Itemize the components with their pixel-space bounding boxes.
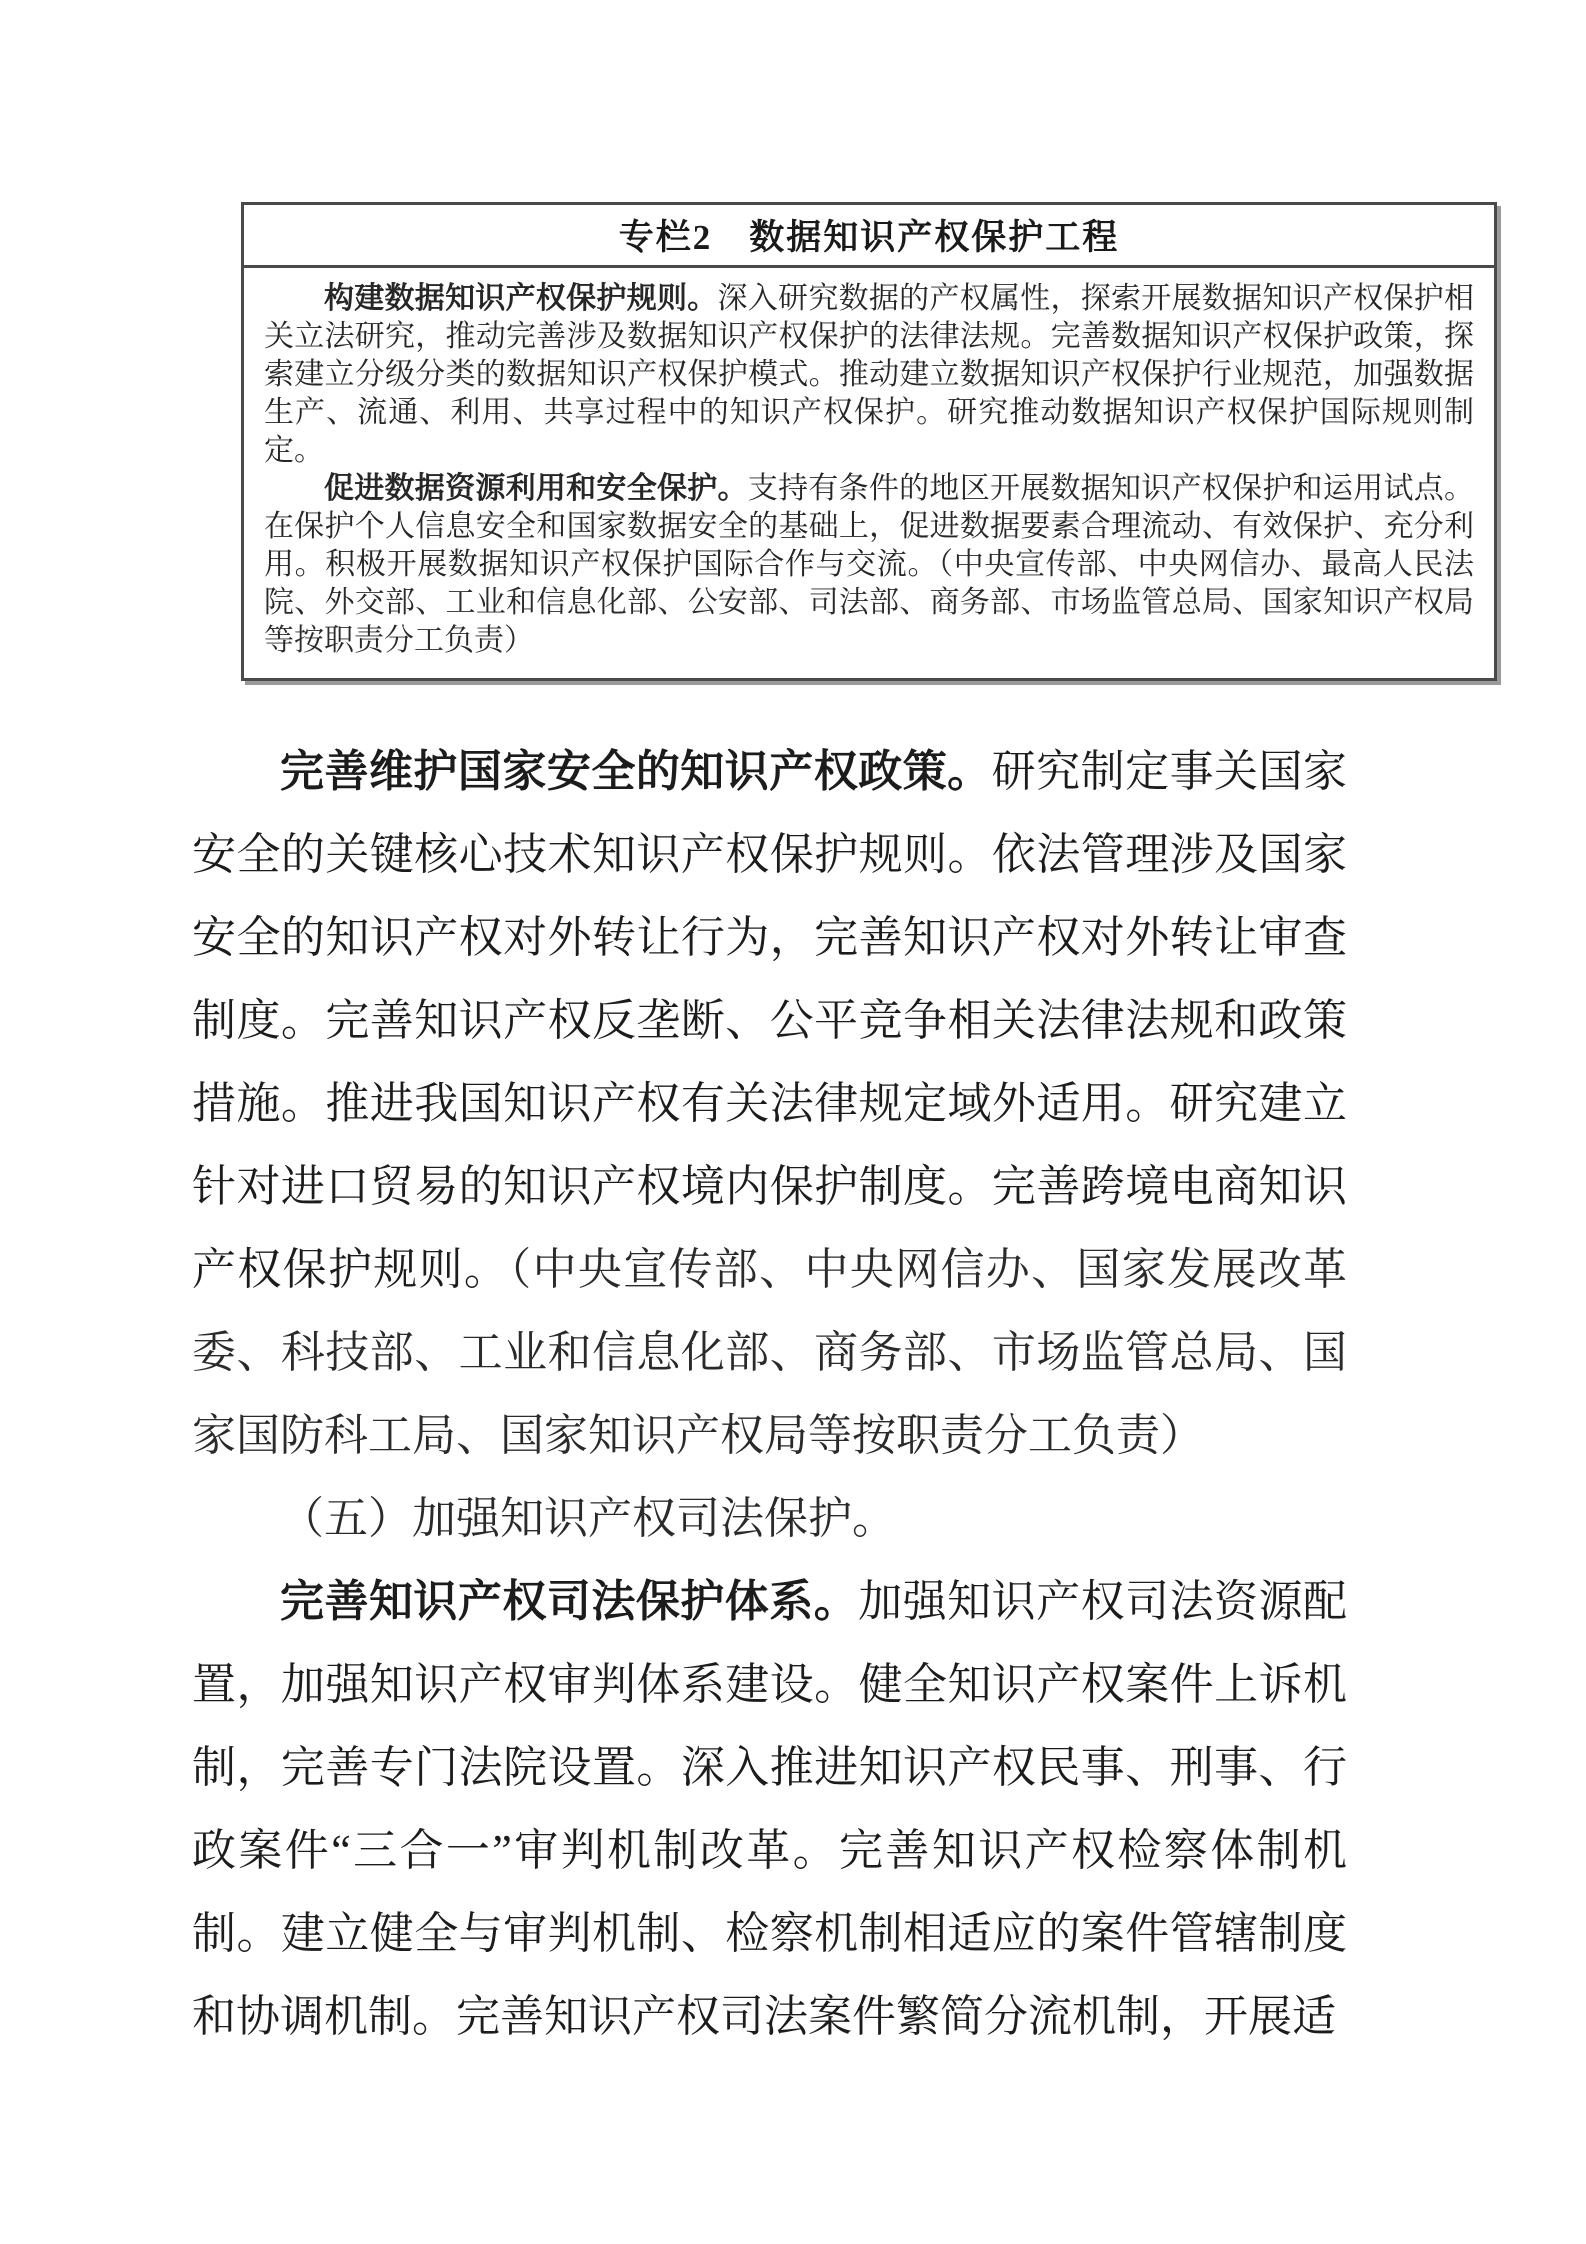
special-column-box <box>241 202 1497 681</box>
body-paragraph-lead: 完善维护国家安全的知识产权政策。 <box>280 747 992 796</box>
body-paragraph-lead: 完善知识产权司法保护体系。 <box>280 1577 859 1626</box>
body-text-block <box>192 730 1347 2058</box>
section-heading: （五）加强知识产权司法保护。 <box>280 1494 896 1543</box>
box-paragraph-responsibility-note: （中央宣传部、中央网信办、最高人民法院、外交部、工业和信息化部、公安部、司法部、商务部、市场监管总局、国家知识产权局等按职责分工负责） <box>264 548 1475 657</box>
box-paragraph-text: 支持有条件的地区开展数据知识产权保护和运用试点。在保护个人信息安全和国家数据安全的基础上，促进数据要素合理流动、有效保护、充分利用。积极开展数据知识产权保护国际合作与交流。 <box>264 472 1475 581</box>
box-paragraph-lead: 促进数据资源利用和安全保护。 <box>324 472 748 505</box>
box-paragraph <box>264 470 1474 660</box>
box-paragraph-lead: 构建数据知识产权保护规则。 <box>324 282 718 315</box>
box-paragraph-text: 深入研究数据的产权属性，探索开展数据知识产权保护相关立法研究，推动完善涉及数据知识产权保护的法律法规。完善数据知识产权保护政策，探索建立分级分类的数据知识产权保护模式。推动建立数据知识产权保护行业规范，加强数据生产、流通、利用、共享过程中的知识产权保护。研究推动数据知识产权保护国际规则制定。 <box>264 282 1475 467</box>
body-paragraph-responsibility-note: （中央宣传部、中央网信办、国家发展改革委、科技部、工业和信息化部、商务部、市场监管总局、国家国防科工局、国家知识产权局等按职责分工负责） <box>192 1245 1348 1460</box>
box-paragraph <box>264 280 1474 470</box>
box-title: 专栏2 数据知识产权保护工程 <box>244 205 1494 268</box>
body-paragraph-text: 加强知识产权司法资源配置，加强知识产权审判体系建设。健全知识产权案件上诉机制，完善专门法院设置。深入推进知识产权民事、刑事、行政案件“三合一”审判机制改革。完善知识产权检察体制机制。建立健全与审判机制、检察机制相适应的案件管辖制度和协调机制。完善知识产权司法案件繁简分流机制，开展适 <box>192 1577 1348 2041</box>
box-body <box>244 268 1494 678</box>
body-paragraph-text: 研究制定事关国家安全的关键核心技术知识产权保护规则。依法管理涉及国家安全的知识产权对外转让行为，完善知识产权对外转让审查制度。完善知识产权反垄断、公平竞争相关法律法规和政策措施。推进我国知识产权有关法律规定域外适用。研究建立针对进口贸易的知识产权境内保护制度。完善跨境电商知识产权保护规则。 <box>192 747 1348 1294</box>
body-paragraph <box>192 730 1347 1477</box>
body-paragraph <box>192 1560 1347 2058</box>
